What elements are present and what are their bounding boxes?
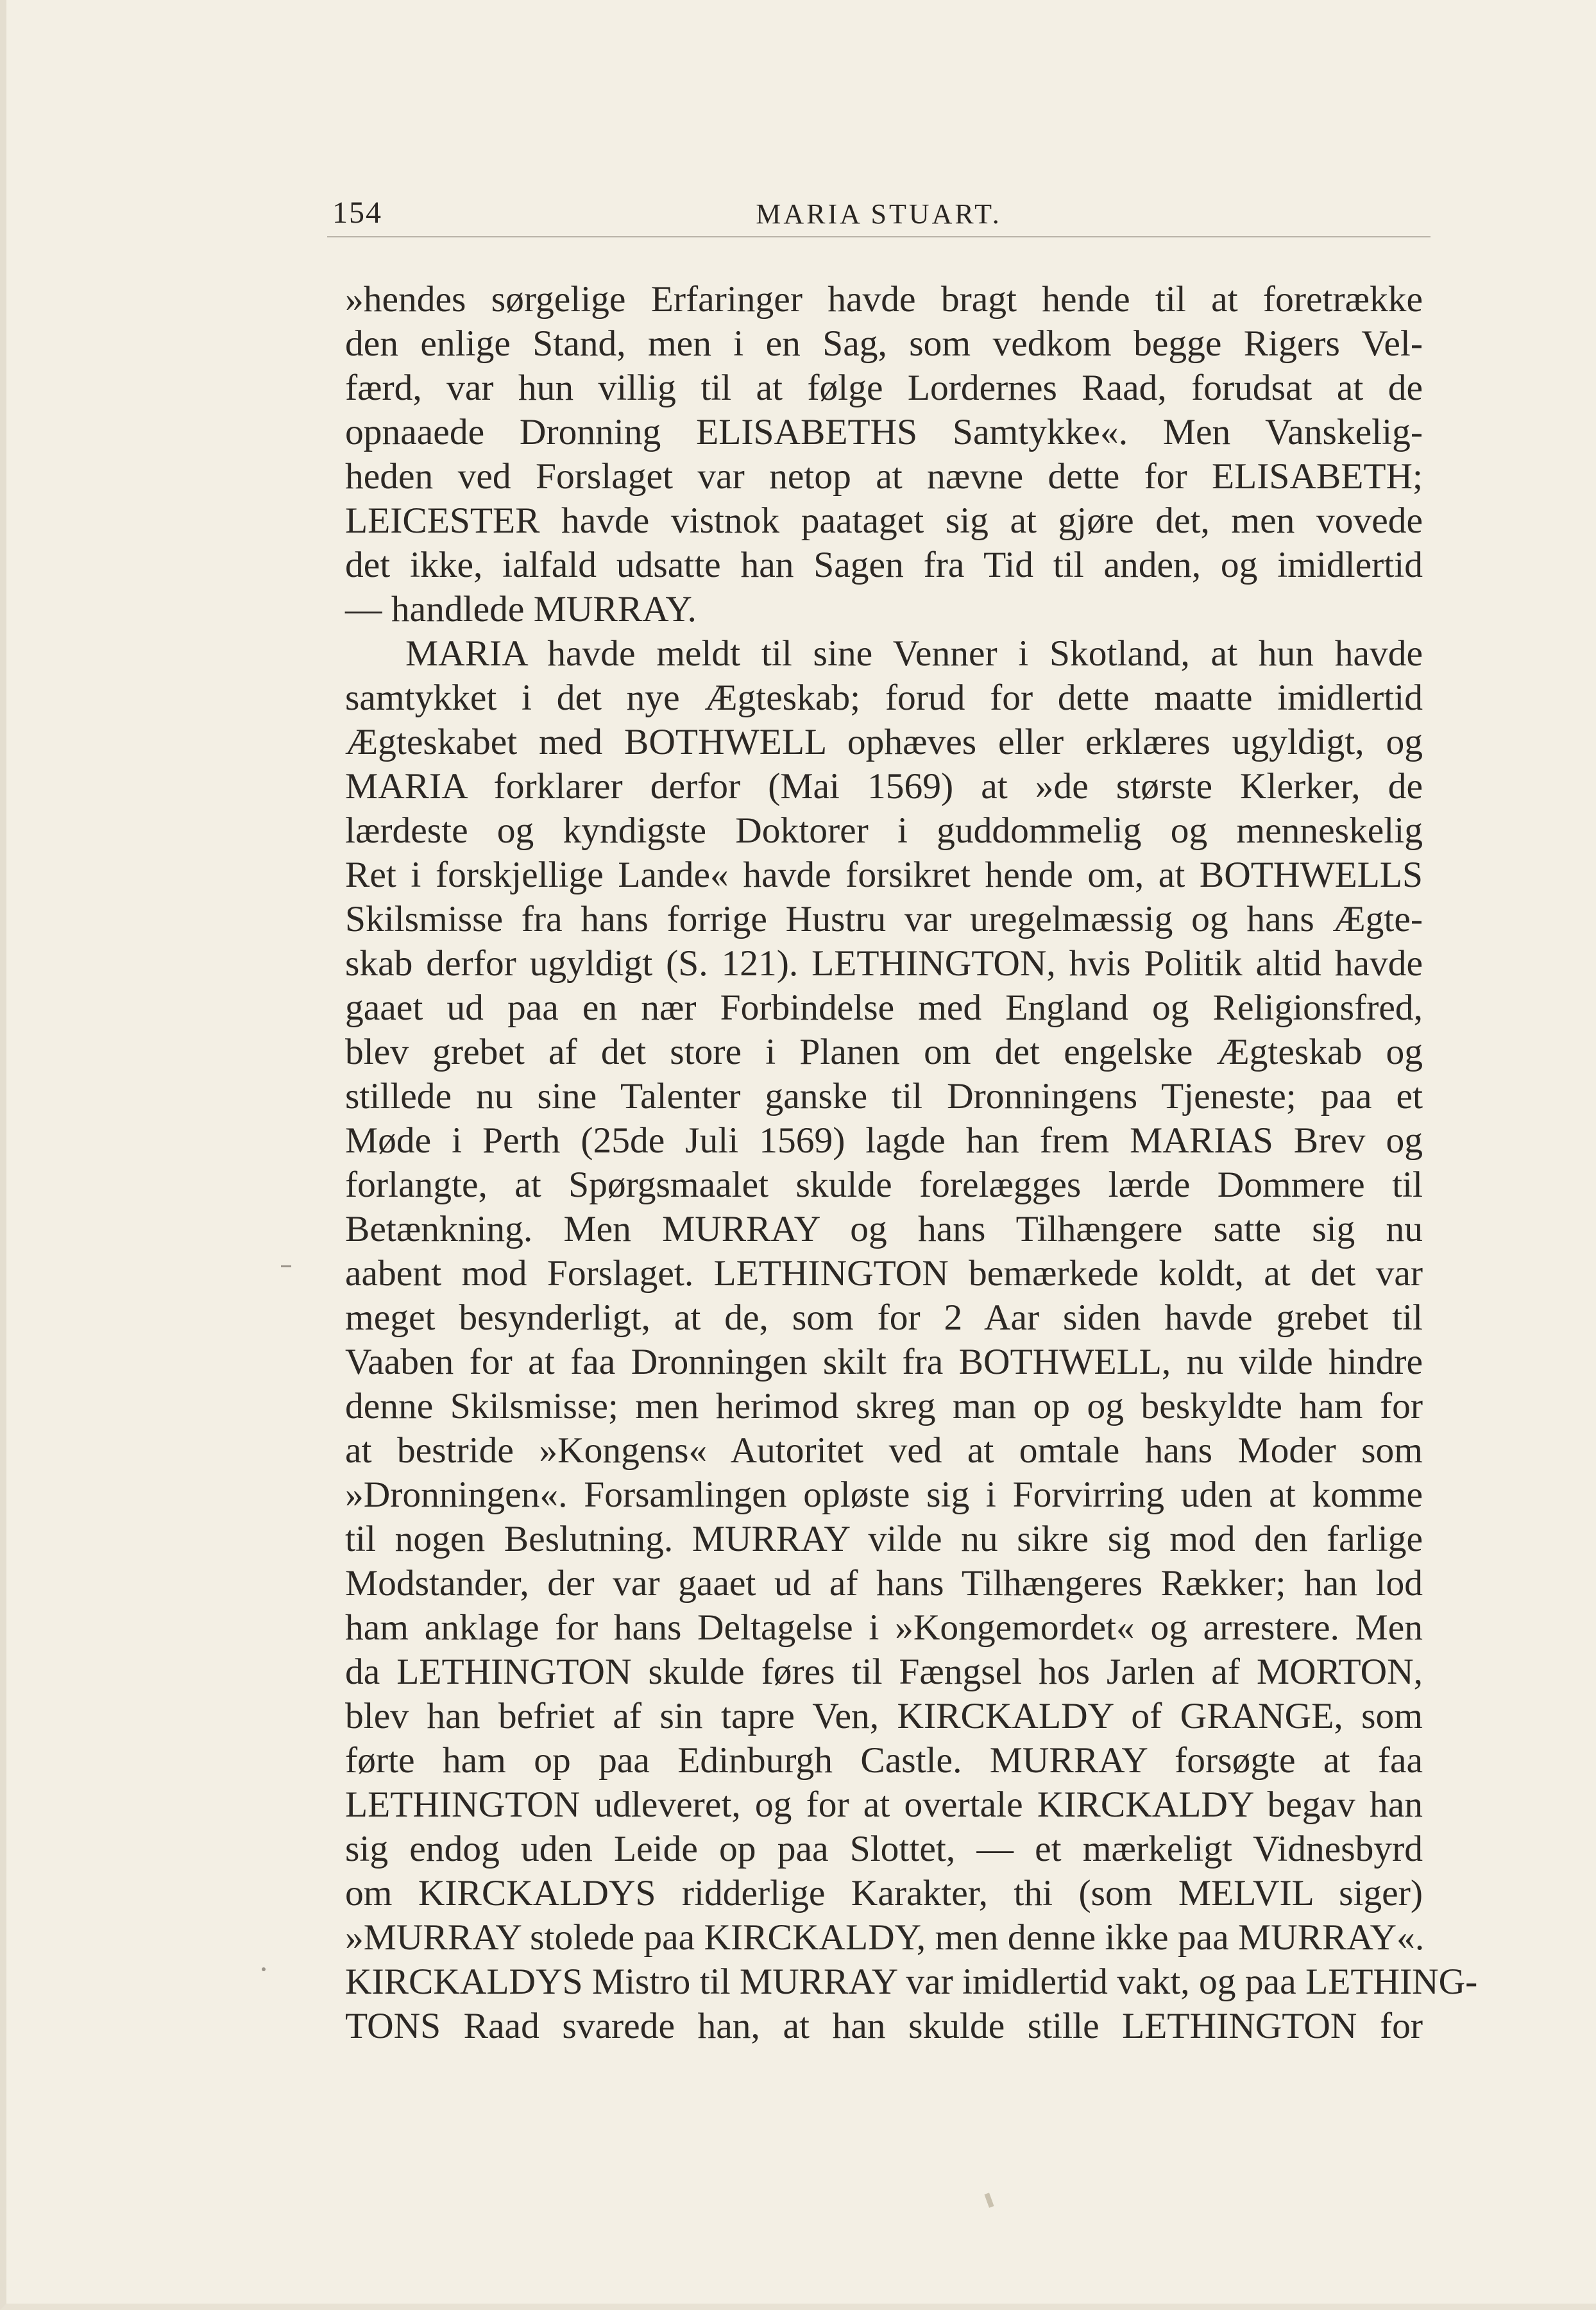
text-line: Skilsmisse fra hans forrige Hustru var uregelmæssig og hans Ægte-: [345, 899, 1423, 939]
text-line: om KIRCKALDYS ridderlige Karakter, thi (som MELVIL siger): [345, 1873, 1423, 1913]
text-line: ham anklage for hans Deltagelse i »Kongemordet« og arrestere. Men: [345, 1607, 1423, 1648]
text-line: »MURRAY stolede paa KIRCKALDY, men denne ikke paa MURRAY«.: [345, 1917, 1425, 1958]
text-line: »Dronningen«. Forsamlingen opløste sig i Forvirring uden at komme: [345, 1475, 1423, 1515]
text-line: — handlede MURRAY.: [345, 589, 697, 629]
text-line: denne Skilsmisse; men herimod skreg man op og beskyldte ham for: [345, 1386, 1423, 1426]
text-line: opnaaede Dronning ELISABETHS Samtykke«. Men Vanskelig-: [345, 412, 1423, 452]
text-line: meget besynderligt, at de, som for 2 Aar siden havde grebet til: [345, 1297, 1423, 1338]
paper-speck-mark: [984, 2193, 994, 2207]
text-line: til nogen Beslutning. MURRAY vilde nu sikre sig mod den farlige: [345, 1519, 1423, 1559]
text-line: TONS Raad svarede han, at han skulde stille LETHINGTON for: [345, 2006, 1423, 2046]
margin-dot-mark: [262, 1967, 266, 1971]
text-line: KIRCKALDYS Mistro til MURRAY var imidlertid vakt, og paa LETHING-: [345, 1962, 1478, 2002]
text-line: stillede nu sine Talenter ganske til Dronningens Tjeneste; paa et: [345, 1076, 1423, 1116]
text-line: aabent mod Forslaget. LETHINGTON bemærkede koldt, at det var: [345, 1253, 1423, 1294]
text-line: heden ved Forslaget var netop at nævne dette for ELISABETH;: [345, 456, 1423, 497]
text-line: Ret i forskjellige Lande« havde forsikret hende om, at BOTHWELLS: [345, 855, 1423, 895]
text-line: at bestride »Kongens« Autoritet ved at omtale hans Moder som: [345, 1430, 1423, 1471]
running-title: MARIA STUART.: [756, 198, 1002, 230]
text-line: MARIA forklarer derfor (Mai 1569) at »de største Klerker, de: [345, 766, 1423, 807]
text-line: Ægteskabet med BOTHWELL ophæves eller erklæres ugyldigt, og: [345, 722, 1423, 762]
text-line: gaaet ud paa en nær Forbindelse med England og Religionsfred,: [345, 988, 1423, 1028]
text-line: Betænkning. Men MURRAY og hans Tilhængere satte sig nu: [345, 1209, 1423, 1249]
text-line: skab derfor ugyldigt (S. 121). LETHINGTON, hvis Politik altid havde: [345, 943, 1423, 984]
text-line: samtykket i det nye Ægteskab; forud for dette maatte imidlertid: [345, 678, 1423, 718]
text-line: det ikke, ialfald udsatte han Sagen fra Tid til anden, og imidlertid: [345, 545, 1423, 585]
paragraph-2: [345, 631, 1478, 2048]
text-line: da LETHINGTON skulde føres til Fængsel hos Jarlen af MORTON,: [345, 1652, 1423, 1692]
page-header: [327, 193, 1430, 237]
text-line: sig endog uden Leide op paa Slottet, — et mærkeligt Vidnesbyrd: [345, 1829, 1423, 1869]
text-line: færd, var hun villig til at følge Lordernes Raad, forudsat at de: [345, 368, 1423, 408]
header-rule: [327, 236, 1430, 237]
margin-dash-mark: [281, 1265, 291, 1267]
text-line: LEICESTER havde vistnok paataget sig at gjøre det, men vovede: [345, 501, 1423, 541]
paragraph-1: [345, 277, 1423, 631]
text-line: Møde i Perth (25de Juli 1569) lagde han frem MARIAS Brev og: [345, 1120, 1423, 1161]
text-line: Modstander, der var gaaet ud af hans Tilhængeres Rækker; han lod: [345, 1563, 1423, 1604]
text-line: LETHINGTON udleveret, og for at overtale KIRCKALDY begav han: [345, 1784, 1423, 1825]
text-line: blev grebet af det store i Planen om det engelske Ægteskab og: [345, 1032, 1423, 1072]
text-line: førte ham op paa Edinburgh Castle. MURRAY forsøgte at faa: [345, 1740, 1423, 1781]
text-line: lærdeste og kyndigste Doktorer i guddommelig og menneskelig: [345, 810, 1423, 851]
page-number: 154: [332, 196, 382, 230]
text-line: blev han befriet af sin tapre Ven, KIRCKALDY of GRANGE, som: [345, 1696, 1423, 1736]
text-line: forlangte, at Spørgsmaalet skulde forelægges lærde Dommere til: [345, 1165, 1423, 1205]
text-line: MARIA havde meldt til sine Venner i Skotland, at hun havde: [405, 633, 1423, 674]
body-text: [345, 277, 1478, 2048]
text-line: den enlige Stand, men i en Sag, som vedkom begge Rigers Vel-: [345, 323, 1423, 364]
text-line: Vaaben for at faa Dronningen skilt fra BOTHWELL, nu vilde hindre: [345, 1342, 1423, 1382]
text-line: »hendes sørgelige Erfaringer havde bragt hende til at foretrække: [345, 279, 1423, 320]
